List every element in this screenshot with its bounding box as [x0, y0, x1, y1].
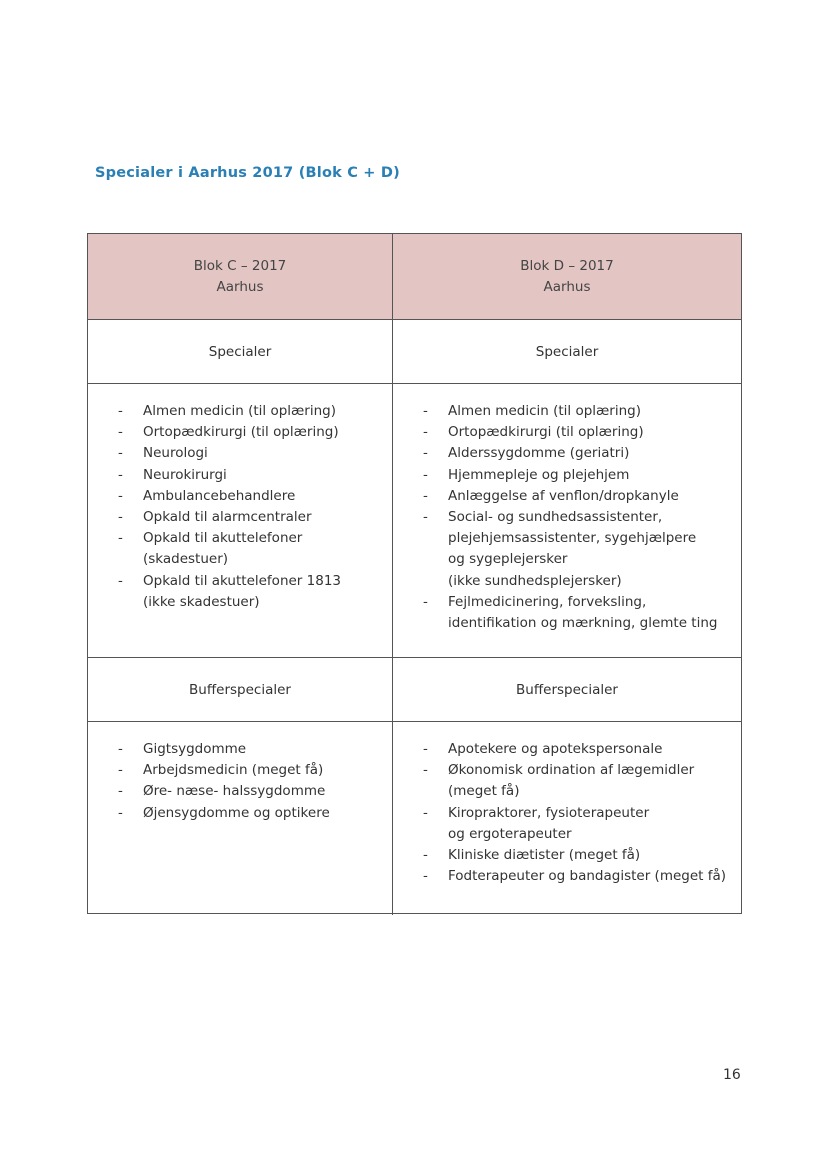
bufferspecialer-label-left: Bufferspecialer [88, 658, 393, 721]
list-item: - Apotekere og apotekspersonale [423, 739, 733, 760]
specialer-label-left: Specialer [88, 320, 393, 383]
bufferspecialer-list-left [118, 739, 384, 824]
specialer-table [87, 233, 742, 914]
list-item: - Opkald til akuttelefoner (skadestuer) [118, 528, 384, 570]
list-item: - Ambulancebehandlere [118, 486, 384, 507]
list-item: - Fodterapeuter og bandagister (meget få) [423, 866, 733, 887]
list-item: - Ortopædkirurgi (til oplæring) [118, 422, 384, 443]
header-blok-d [393, 234, 741, 319]
list-item: - Arbejdsmedicin (meget få) [118, 760, 384, 781]
list-item: - Kliniske diætister (meget få) [423, 845, 733, 866]
list-item: - Fejlmedicinering, forveksling, identifikation og mærkning, glemte ting [423, 592, 733, 634]
page-number: 16 [723, 1067, 741, 1083]
list-item: - Almen medicin (til oplæring) [118, 401, 384, 422]
list-item: - Neurologi [118, 443, 384, 464]
bufferspecialer-list-right-cell [393, 722, 741, 915]
bufferspecialer-list-left-cell [88, 722, 393, 915]
specialer-list-right [423, 401, 733, 634]
header-blok-c-label: Blok C – 2017 Aarhus [193, 257, 287, 295]
list-item: - Øre- næse- halssygdomme [118, 781, 384, 802]
list-item: - Opkald til akuttelefoner 1813 (ikke skadestuer) [118, 571, 384, 613]
specialer-list-left-cell [88, 384, 393, 657]
list-item: - Øjensygdomme og optikere [118, 803, 384, 824]
list-item: - Ortopædkirurgi (til oplæring) [423, 422, 733, 443]
list-item: - Almen medicin (til oplæring) [423, 401, 733, 422]
list-item: - Hjemmepleje og plejehjem [423, 465, 733, 486]
list-item: - Social- og sundhedsassistenter, plejehjemsassistenter, sygehjælpere og sygeplejersker (ikke sundhedsplejersker) [423, 507, 733, 592]
header-blok-d-label: Blok D – 2017 Aarhus [520, 257, 614, 295]
list-item: - Alderssygdomme (geriatri) [423, 443, 733, 464]
list-item: - Gigtsygdomme [118, 739, 384, 760]
bufferspecialer-label-row [88, 658, 741, 722]
specialer-label-row [88, 320, 741, 384]
bufferspecialer-list-row [88, 722, 741, 915]
page-title: Specialer i Aarhus 2017 (Blok C + D) [95, 165, 400, 181]
header-blok-c [88, 234, 393, 319]
specialer-list-row [88, 384, 741, 658]
list-item: - Kiropraktorer, fysioterapeuter og ergoterapeuter [423, 803, 733, 845]
list-item: - Opkald til alarmcentraler [118, 507, 384, 528]
specialer-list-right-cell [393, 384, 741, 657]
table-header-row [88, 234, 741, 320]
list-item: - Neurokirurgi [118, 465, 384, 486]
list-item: - Anlæggelse af venflon/dropkanyle [423, 486, 733, 507]
specialer-label-right: Specialer [535, 343, 599, 360]
bufferspecialer-list-right [423, 739, 733, 887]
specialer-list-left [118, 401, 384, 613]
list-item: - Økonomisk ordination af lægemidler (meget få) [423, 760, 733, 802]
bufferspecialer-label-right: Bufferspecialer [516, 681, 618, 698]
